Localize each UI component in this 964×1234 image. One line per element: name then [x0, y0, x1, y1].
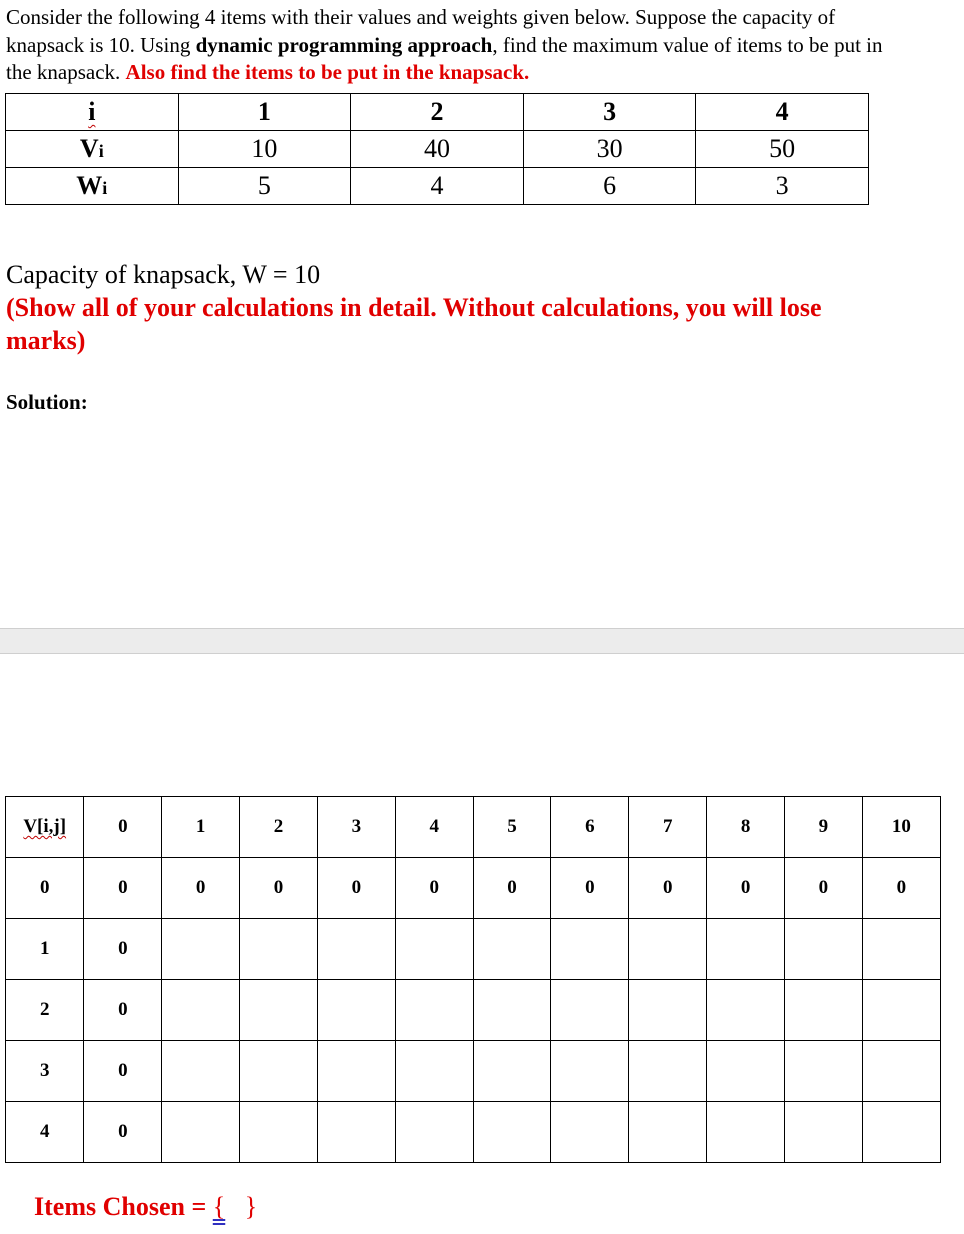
dp-cell[interactable] [785, 919, 863, 980]
dp-row [6, 919, 941, 980]
dp-cell: 0 [473, 858, 551, 919]
value-cell: 30 [523, 131, 696, 168]
dp-cell[interactable] [317, 1102, 395, 1163]
dp-cell: 0 [84, 1102, 162, 1163]
dp-column-header: 10 [862, 797, 940, 858]
dp-row-label: 0 [6, 858, 84, 919]
dp-cell[interactable] [162, 980, 240, 1041]
dp-cell[interactable] [395, 980, 473, 1041]
dp-corner-cell [6, 797, 84, 858]
dp-cell[interactable] [629, 1102, 707, 1163]
dp-cell[interactable] [707, 919, 785, 980]
weight-cell: 4 [351, 168, 524, 205]
dp-row-label: 2 [6, 980, 84, 1041]
dp-cell[interactable] [317, 1041, 395, 1102]
dp-row-label: 4 [6, 1102, 84, 1163]
value-subscript: i [98, 141, 104, 161]
dp-cell: 0 [84, 1041, 162, 1102]
items-chosen-open-brace: { [212, 1192, 226, 1221]
dp-cell[interactable] [473, 919, 551, 980]
dp-row [6, 1102, 941, 1163]
dp-cell[interactable] [785, 1041, 863, 1102]
capacity-text: Capacity of knapsack, W = 10 [6, 260, 321, 289]
dp-cell[interactable] [317, 980, 395, 1041]
intro-text-1: Consider the following 4 items with their values and weights given below. Suppose the capacity of knapsack is 10. Using [6, 5, 836, 57]
dp-cell[interactable] [162, 1041, 240, 1102]
dp-cell[interactable] [395, 1041, 473, 1102]
instruction-note: (Show all of your calculations in detail. Without calculations, you will lose marks) [6, 293, 822, 355]
dp-cell[interactable] [862, 919, 940, 980]
dp-cell[interactable] [240, 980, 318, 1041]
dp-cell[interactable] [317, 919, 395, 980]
weight-cell: 5 [178, 168, 351, 205]
dp-cell[interactable] [629, 980, 707, 1041]
dp-cell[interactable] [240, 1041, 318, 1102]
items-chosen-blank[interactable] [225, 1192, 245, 1221]
dp-cell[interactable] [162, 919, 240, 980]
items-table [5, 93, 869, 205]
dp-column-header: 3 [317, 797, 395, 858]
dp-header-row [6, 797, 941, 858]
index-cell: 4 [696, 94, 869, 131]
items-chosen-close-brace: } [244, 1192, 258, 1221]
items-weight-row [6, 168, 869, 205]
dp-cell: 0 [84, 858, 162, 919]
dp-cell[interactable] [551, 1102, 629, 1163]
dp-cell[interactable] [785, 1102, 863, 1163]
items-chosen-label: Items Chosen = [34, 1192, 213, 1221]
dp-cell[interactable] [162, 1102, 240, 1163]
dp-cell: 0 [629, 858, 707, 919]
dp-cell: 0 [162, 858, 240, 919]
dp-column-header: 7 [629, 797, 707, 858]
index-cell: 1 [178, 94, 351, 131]
index-header-cell [6, 94, 179, 131]
dp-cell: 0 [707, 858, 785, 919]
dp-cell: 0 [240, 858, 318, 919]
question-paragraph [6, 4, 906, 87]
index-cell: 3 [523, 94, 696, 131]
weight-cell: 6 [523, 168, 696, 205]
dp-cell[interactable] [629, 919, 707, 980]
items-index-row [6, 94, 869, 131]
index-cell: 2 [351, 94, 524, 131]
dp-cell: 0 [84, 919, 162, 980]
value-cell: 50 [696, 131, 869, 168]
dp-cell: 0 [84, 980, 162, 1041]
dp-row [6, 980, 941, 1041]
dp-column-header: 9 [785, 797, 863, 858]
weight-header-cell [6, 168, 179, 205]
items-value-row [6, 131, 869, 168]
dp-cell[interactable] [862, 980, 940, 1041]
dp-cell[interactable] [240, 1102, 318, 1163]
dp-row [6, 858, 941, 919]
dp-cell[interactable] [473, 1102, 551, 1163]
dp-cell[interactable] [551, 980, 629, 1041]
dp-cell[interactable] [473, 980, 551, 1041]
index-header-label: i [88, 97, 96, 126]
dp-table [5, 796, 941, 1163]
dp-cell[interactable] [707, 1102, 785, 1163]
dp-cell[interactable] [395, 1102, 473, 1163]
dp-cell[interactable] [395, 919, 473, 980]
intro-red-phrase: Also find the items to be put in the knapsack. [125, 60, 530, 84]
dp-cell: 0 [862, 858, 940, 919]
items-chosen [34, 1192, 257, 1222]
dp-cell[interactable] [707, 1041, 785, 1102]
dp-cell[interactable] [551, 919, 629, 980]
dp-column-header: 5 [473, 797, 551, 858]
dp-cell: 0 [785, 858, 863, 919]
dp-column-header: 4 [395, 797, 473, 858]
dp-cell[interactable] [551, 1041, 629, 1102]
value-label: V [79, 134, 99, 163]
dp-cell[interactable] [473, 1041, 551, 1102]
dp-column-header: 2 [240, 797, 318, 858]
weight-cell: 3 [696, 168, 869, 205]
dp-cell[interactable] [862, 1102, 940, 1163]
dp-row [6, 1041, 941, 1102]
dp-cell[interactable] [707, 980, 785, 1041]
weight-subscript: i [102, 178, 108, 198]
dp-cell[interactable] [862, 1041, 940, 1102]
page-break [0, 628, 964, 654]
dp-column-header: 1 [162, 797, 240, 858]
value-header-cell [6, 131, 179, 168]
intro-text-2: , find the maximum value of items to be put in the knapsack. [6, 32, 883, 84]
dp-column-header: 0 [84, 797, 162, 858]
value-cell: 10 [178, 131, 351, 168]
dp-column-header: 8 [707, 797, 785, 858]
dp-column-header: 6 [551, 797, 629, 858]
dp-cell[interactable] [629, 1041, 707, 1102]
dp-row-label: 1 [6, 919, 84, 980]
dp-cell: 0 [395, 858, 473, 919]
weight-label: W [76, 171, 103, 200]
dp-cell: 0 [551, 858, 629, 919]
dp-cell: 0 [317, 858, 395, 919]
dp-corner-label: V[i,j] [23, 816, 67, 837]
intro-bold-phrase: dynamic programming approach [195, 32, 493, 57]
dp-cell[interactable] [240, 919, 318, 980]
dp-cell[interactable] [785, 980, 863, 1041]
value-cell: 40 [351, 131, 524, 168]
solution-label: Solution: [6, 390, 88, 414]
dp-row-label: 3 [6, 1041, 84, 1102]
